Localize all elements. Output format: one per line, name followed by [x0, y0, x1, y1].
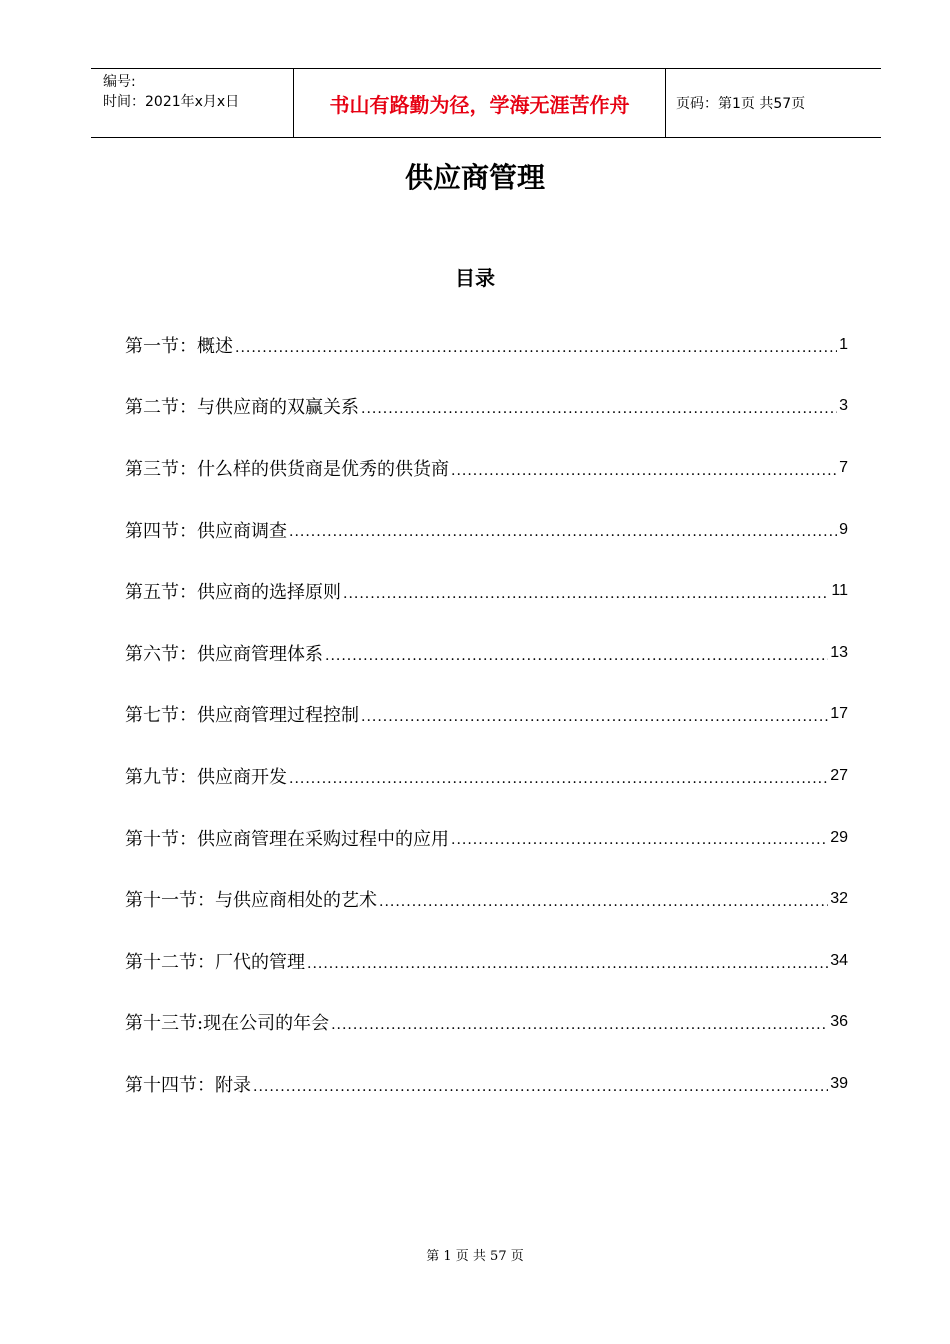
toc-leader [361, 401, 837, 437]
toc-entry-text: 第十二节：厂代的管理 [125, 951, 305, 973]
toc-entry-text: 第四节：供应商调查 [125, 520, 287, 542]
toc-entry-page: 34 [830, 951, 848, 969]
toc-entry[interactable] [125, 622, 848, 684]
toc-leader [361, 709, 828, 745]
table-of-contents [125, 314, 848, 1115]
header-page-info: 页码：第1页 共57页 [676, 96, 806, 112]
toc-leader [253, 1079, 828, 1115]
toc-entry-text: 第五节：供应商的选择原则 [125, 582, 341, 604]
toc-entry[interactable] [125, 745, 848, 807]
toc-entry-text: 第三节：什么样的供货商是优秀的供货商 [125, 458, 449, 480]
toc-entry-text: 第六节：供应商管理体系 [125, 643, 323, 665]
toc-entry-text: 第十三节:现在公司的年会 [125, 1013, 330, 1035]
time-label: 时间：2021年x月x日 [103, 94, 240, 110]
toc-entry-page: 39 [830, 1074, 848, 1092]
toc-leader [451, 463, 837, 499]
toc-leader [379, 894, 828, 930]
page-footer: 第 1 页 共 57 页 [426, 1249, 524, 1264]
toc-heading: 目录 [455, 266, 495, 290]
toc-leader [289, 524, 837, 560]
toc-entry[interactable] [125, 992, 848, 1054]
toc-entry-text: 第十四节：附录 [125, 1074, 251, 1096]
toc-entry[interactable] [125, 314, 848, 376]
toc-entry-page: 11 [831, 582, 848, 600]
toc-leader [307, 956, 828, 992]
page-header [91, 68, 881, 138]
toc-leader [343, 586, 829, 622]
toc-entry[interactable] [125, 560, 848, 622]
toc-entry[interactable] [125, 684, 848, 746]
toc-entry[interactable] [125, 437, 848, 499]
toc-leader [325, 648, 828, 684]
toc-leader [331, 1017, 828, 1053]
toc-entry-text: 第一节：概述 [125, 335, 233, 357]
toc-entry-page: 29 [830, 828, 848, 846]
toc-entry-page: 9 [839, 520, 848, 538]
toc-leader [451, 832, 828, 868]
toc-entry[interactable] [125, 499, 848, 561]
toc-entry-page: 3 [839, 397, 848, 415]
header-motto: 书山有路勤为径，学海无涯苦作舟 [293, 69, 666, 137]
toc-entry-page: 17 [830, 705, 848, 723]
toc-entry-page: 36 [830, 1013, 848, 1031]
toc-entry[interactable] [125, 376, 848, 438]
toc-entry[interactable] [125, 930, 848, 992]
toc-leader [235, 340, 837, 376]
toc-entry-text: 第九节：供应商开发 [125, 766, 287, 788]
toc-entry-page: 13 [830, 643, 848, 661]
toc-leader [289, 771, 828, 807]
toc-entry-page: 7 [839, 458, 848, 476]
toc-entry-page: 32 [830, 890, 848, 908]
toc-entry-text: 第七节：供应商管理过程控制 [125, 705, 359, 727]
toc-entry-text: 第十一节：与供应商相处的艺术 [125, 890, 377, 912]
number-label: 编号: [103, 74, 136, 90]
document-title: 供应商管理 [404, 161, 545, 194]
toc-entry-page: 1 [839, 335, 848, 353]
header-meta [91, 69, 293, 137]
toc-entry-page: 27 [830, 766, 848, 784]
toc-entry-text: 第二节：与供应商的双赢关系 [125, 397, 359, 419]
toc-entry[interactable] [125, 807, 848, 869]
toc-entry-text: 第十节：供应商管理在采购过程中的应用 [125, 828, 449, 850]
toc-entry[interactable] [125, 868, 848, 930]
toc-entry[interactable] [125, 1053, 848, 1115]
